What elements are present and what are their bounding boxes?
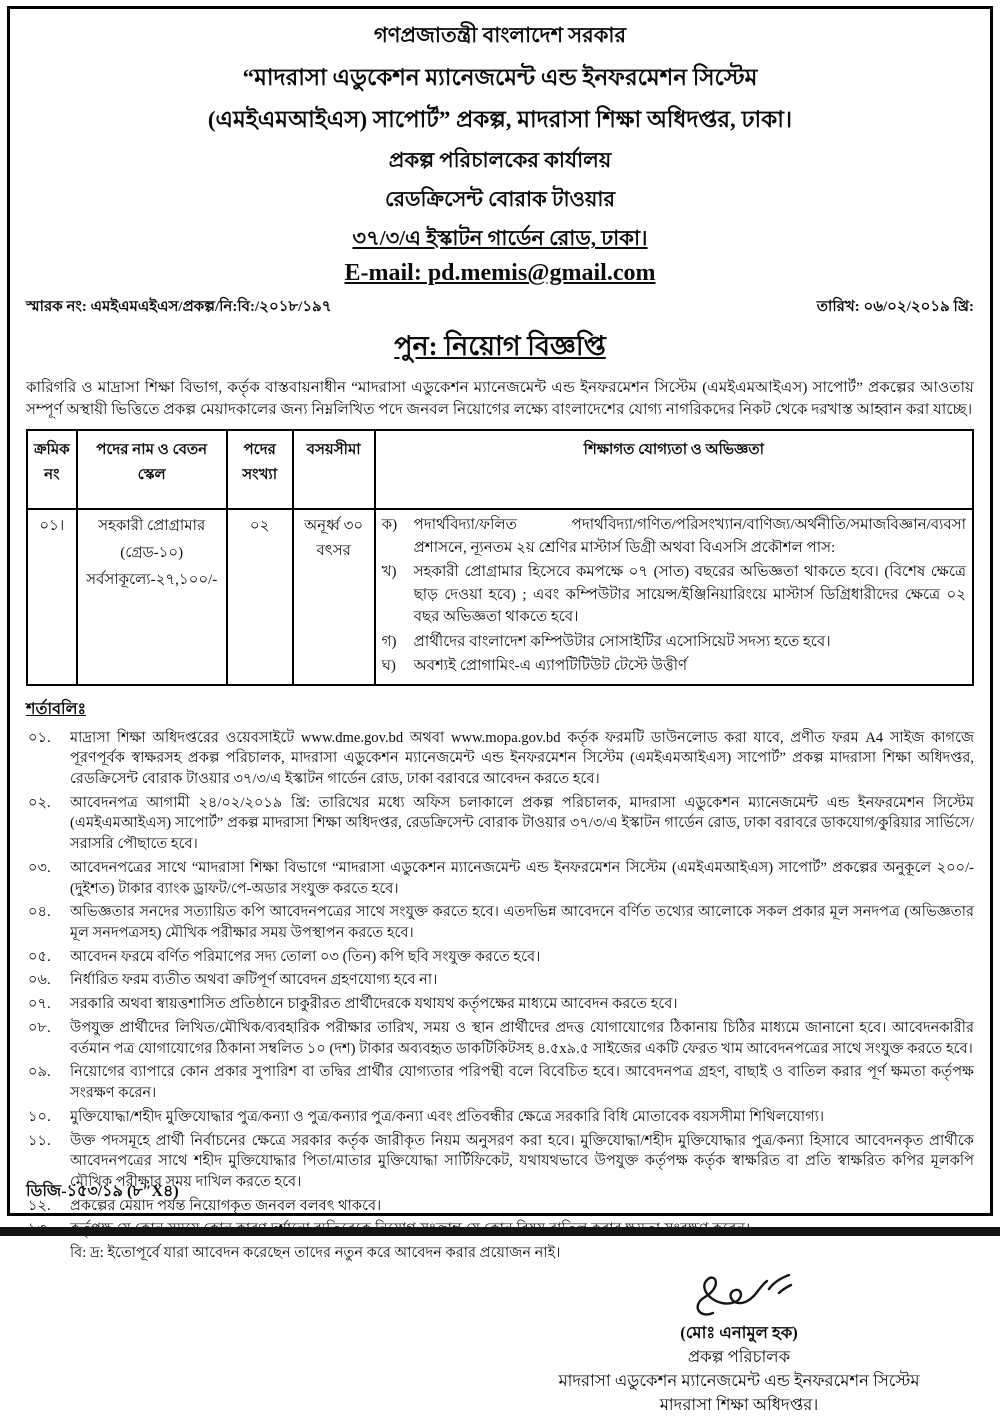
signature-block	[504, 1267, 974, 1417]
qualification-item	[382, 561, 966, 629]
post-cell	[77, 509, 227, 685]
condition-text: প্রকল্পের মেয়াদ পর্যন্ত নিয়োগকৃত জনবল বলবৎ থাকবে।	[70, 1197, 382, 1214]
qualification-text: সহকারী প্রোগ্রামার হিসেবে কমপক্ষে ০৭ (সাত) বছরের অভিজ্ঞতা থাকতে হবে। (বিশেষ ক্ষেত্রে ছাড় দেওয়া হবে) ; এবং কম্পিউটার সায়েন্স/ইঞ্জিনিয়ারিংয়ে মাস্টার্স ডিগ্রিধারীদের ক্ষেত্রে ০২ বছর অভিজ্ঞতা থাকতে হবে।	[413, 564, 966, 626]
condition-text: উক্ত পদসমূহে প্রার্থী নির্বাচনের ক্ষেত্রে সরকার কর্তৃক জারীকৃত নিয়ম অনুসরণ করা হবে। মুক্তিযোদ্ধা/শহীদ মুক্তিযোদ্ধার পুত্র/কন্যা হিসাবে আবেদনকৃত প্রার্থীকে আবেদনপত্রের সাথে শহীদ মুক্তিযোদ্ধার পিতা/মাতার মুক্তিযোদ্ধা সার্টিফিকেট, যথাযথভাবে উপযুক্ত কর্তৃপক্ষ কর্তৃক স্বাক্ষরিত বা প্রতি স্বাক্ষরিত কপির মূলকপি মৌখিক পরীক্ষার সময় দাখিল করতে হবে।	[70, 1132, 974, 1190]
project-name-line2: (এমইএমআইএস) সাপোর্ট” প্রকল্প, মাদরাসা শিক্ষা অধিদপ্তর, ঢাকা।	[207, 107, 793, 132]
col-header-age: বসয়সীমা	[293, 430, 375, 509]
memo-row	[26, 295, 974, 320]
qualification-text: প্রার্থীদের বাংলাদেশ কম্পিউটার সোসাইটির এসোসিয়েট সদস্য হতে হবে।	[413, 633, 831, 650]
condition-item	[26, 793, 974, 855]
serial-cell: ০১।	[27, 509, 77, 685]
qualification-text: পদার্থবিদ্যা/ফলিত পদার্থবিদ্যা/গণিত/পরিসংখ্যান/বাণিজ্য/অর্থনীতি/সমাজবিজ্ঞান/ব্যবসা প্রশাসনে, ন্যূনতম ২য় শ্রেণির মাস্টার্স ডিগ্রী অথবা বিএসসি প্রকৌশল পাস:	[413, 517, 966, 556]
post-grade: (গ্রেড-১০)	[120, 545, 184, 562]
memo-date: তারিখ: ০৬/০২/২০১৯ খ্রি:	[816, 299, 974, 315]
col-header-qualification: শিক্ষাগত যোগ্যতা ও অভিজ্ঞতা	[375, 430, 973, 509]
table-header-row	[27, 430, 973, 509]
qualification-item	[382, 631, 966, 654]
intro-paragraph: কারিগরি ও মাদ্রাসা শিক্ষা বিভাগ, কর্তৃক বাস্তবায়নাধীন “মাদরাসা এডুকেশন ম্যানেজমেন্ট এন্ড ইনফরমেশন সিস্টেম (এমইএমআইএস) সাপোর্ট” প্রকল্পের আওতায় সম্পূর্ণ অস্থায়ী ভিত্তিতে প্রকল্প মেয়াদকালের জন্য নিম্নলিখিত পদে জনবল নিয়োগের লক্ষ্যে বাংলাদেশের যোগ্য নাগরিকদের নিকট থেকে দরখাস্ত আহ্বান করা যাচ্ছে।	[26, 379, 974, 419]
notice-title: পুন: নিয়োগ বিজ্ঞপ্তি	[394, 331, 606, 361]
email-address: E-mail: pd.memis@gmail.com	[344, 260, 656, 286]
condition-text: মুক্তিযোদ্ধা/শহীদ মুক্তিযোদ্ধার পুত্র/কন্যা ও পুত্র/কন্যার পুত্র/কন্যা এবং প্রতিবন্ধীর ক্ষেত্রে সরকারি বিধি মোতাবেক বয়সসীমা শিথিলযোগ্য।	[70, 1108, 825, 1125]
condition-item	[26, 947, 974, 968]
qualification-text: অবশ্যই প্রোগামিং-এ এ্যাপটিটিউট টেস্টে উত্তীর্ণ	[413, 658, 688, 675]
building-name: রেডক্রিসেন্ট বোরাক টাওয়ার	[384, 187, 616, 211]
signature-handwriting	[679, 1267, 799, 1327]
table-row	[27, 509, 973, 685]
condition-text: নিয়োগের ব্যাপারে কোন প্রকার সুপারিশ বা তদ্বির প্রার্থীর যোগ্যতার পরিপন্থী বলে বিবেচিত হবে। আবেদনপত্র গ্রহণ, বাছাই ও বাতিল করার পূর্ণ ক্ষমতা কর্তৃপক্ষ সংরক্ষণ করেন।	[70, 1064, 974, 1102]
qualification-cell	[375, 509, 973, 685]
signatory-org-line1: মাদরাসা এডুকেশন ম্যানেজমেন্ট এন্ড ইনফরমেশন সিস্টেম	[558, 1370, 920, 1390]
qualification-label: গ)	[381, 633, 397, 650]
condition-number: ০২.	[28, 794, 51, 811]
condition-number: ০৭.	[28, 996, 51, 1013]
condition-item	[26, 1018, 974, 1059]
qualification-label: ক)	[381, 517, 398, 534]
condition-number: ০৬.	[28, 972, 51, 989]
condition-text: অভিজ্ঞতার সনদের সত্যায়িত কপি আবেদনপত্রের সাথে সংযুক্ত করতে হবে। এতদভিন্ন আবেদনে বর্ণিত তথ্যের আলোকে সকল প্রকার মূল সনদপত্র (অভিজ্ঞতার মূল সনদপত্রসহ) মৌখিক পরীক্ষার সময় উপস্থাপন করতে হবে।	[70, 904, 974, 942]
office-name: প্রকল্প পরিচালকের কার্যালয়	[388, 148, 612, 172]
scan-edge-bar	[0, 1227, 1000, 1236]
condition-item	[26, 1062, 974, 1103]
signatory-name: (মোঃ এনামুল হক)	[680, 1322, 798, 1342]
condition-item	[26, 994, 974, 1015]
count-cell: ০২	[227, 509, 293, 685]
document-header	[26, 19, 974, 287]
condition-text: আবেদন ফরমে বর্ণিত পরিমাপের সদ্য তোলা ০৩ (তিন) কপি ছবি সংযুক্ত করতে হবে।	[70, 948, 541, 965]
government-title: গণপ্রজাতন্ত্রী বাংলাদেশ সরকার	[373, 23, 627, 47]
post-salary: সর্বসাকূল্যে-২৭,১০০/-	[86, 572, 218, 589]
condition-note: বি: দ্র: ইতোপূর্বে যারা আবেদন করেছেন তাদের নতুন করে আবেদন করার প্রয়োজন নাই।	[70, 1245, 561, 1262]
condition-item	[26, 1107, 974, 1128]
condition-number: ০৫.	[28, 948, 51, 965]
memo-number: স্মারক নং: এমইএমএইএস/প্রকল্প/নি:বি:/২০১৮/১৯৭	[26, 299, 332, 315]
condition-number: ০৪.	[28, 904, 51, 921]
condition-item	[26, 902, 974, 943]
post-title: সহকারী প্রোগ্রামার	[98, 518, 206, 535]
condition-number: ০৮.	[28, 1019, 51, 1036]
print-reference: ডিজি-১৫৩/১৯ (৮″X৪)	[26, 1183, 179, 1200]
conditions-section-title: শর্তাবলিঃ	[26, 700, 87, 718]
qualification-label: খ)	[381, 564, 397, 581]
condition-text: নির্ধারিত ফরম ব্যতীত অথবা ক্রটিপূর্ণ আবেদন গ্রহণযোগ্য হবে না।	[70, 972, 438, 989]
col-header-count: পদের সংখ্যা	[227, 430, 293, 509]
signatory-designation: প্রকল্প পরিচালক	[687, 1346, 791, 1366]
condition-number: ০৩.	[28, 859, 51, 876]
condition-number: ০৯.	[28, 1064, 51, 1081]
condition-text: উপযুক্ত প্রার্থীদের লিখিত/মৌখিক/ব্যবহারিক পরীক্ষার তারিখ, সময় ও স্থান প্রার্থীদের প্রদত্ত যোগাযোগের ঠিকানায় চিঠির মাধ্যমে জানানো হবে। আবেদনকারীর বর্তমান পত্র যোগাযোগের ঠিকানা সম্বলিত ১০ (দশ) টাকার অব্যবহৃত ডাকটিকিটসহ ৪.৫x৯.৫ সাইজের একটি ফেরত খাম আবেদনপত্রের সাথে সংযুক্ত করতে হবে।	[70, 1019, 974, 1057]
condition-number: ১১.	[28, 1132, 51, 1149]
qualification-item	[382, 655, 966, 678]
condition-number: ১২.	[28, 1197, 51, 1214]
condition-text: মাদ্রাসা শিক্ষা অধিদপ্তরের ওয়েবসাইটে www.dme.gov.bd অথবা www.mopa.gov.bd কর্তৃক ফরমটি ডাউনলোড করা যাবে, প্রণীত ফরম A4 সাইজ কাগজে পূরণপূর্বক স্বাক্ষরসহ প্রকল্প পরিচালক, মাদরাসা এডুকেশন ম্যানেজমেন্ট এন্ড ইনফরমেশন সিস্টেম (এমইএমআইএস) সাপোর্ট” প্রকল্প মাদরাসা শিক্ষা অধিদপ্তর, রেডক্রিসেন্ট বোরাক টাওয়ার ৩৭/৩/এ ইস্কাটন গার্ডেন রোড, ঢাকা বরাবরে আবেদন করতে হবে।	[70, 729, 974, 787]
condition-item	[26, 728, 974, 790]
condition-text: আবেদনপত্রের সাথে “মাদরাসা শিক্ষা বিভাগে “মাদরাসা এডুকেশন ম্যানেজমেন্ট এন্ড ইনফরমেশন সিস্টেম (এমইএমআইএস) সাপোর্ট” প্রকল্পের অনুকূলে ২০০/- (দুইশত) টাকার ব্যাংক ড্রাফট/পে-অডার সংযুক্ত করতে হবে।	[70, 859, 974, 897]
qualification-label: ঘ)	[381, 658, 396, 675]
col-header-serial: ক্রমিক নং	[27, 430, 77, 509]
qualification-item	[382, 514, 966, 559]
recruitment-table	[26, 429, 974, 686]
document-frame	[7, 6, 993, 1414]
signatory-org-line2: মাদরাসা শিক্ষা অধিদপ্তর।	[659, 1394, 819, 1414]
project-name-line1: “মাদরাসা এডুকেশন ম্যানেজমেন্ট এন্ড ইনফরমেশন সিস্টেম	[242, 65, 758, 90]
condition-item	[26, 970, 974, 991]
condition-number: ১০.	[28, 1108, 51, 1125]
condition-text: আবেদনপত্র আগামী ২৪/০২/২০১৯ খ্রি: তারিখের মধ্যে অফিস চলাকালে প্রকল্প পরিচালক, মাদরাসা এডুকেশন ম্যানেজমেন্ট এন্ড ইনফরমেশন সিস্টেম (এমইএমআইএস) সাপোর্ট” প্রকল্প মাদরাসা শিক্ষা অধিদপ্তর, রেডক্রিসেন্ট বোরাক টাওয়ার ৩৭/৩/এ ইস্কাটন গার্ডেন রোড, ঢাকা বরাবরে ডাকযোগ/কুরিয়ার সার্ভিসে/সরাসরি পৌছাতে হবে।	[70, 794, 974, 853]
condition-text: সরকারি অথবা স্বায়ত্তশাসিত প্রতিষ্ঠানে চাকুরীরত প্রার্থীদেরকে যথাযথ কর্তৃপক্ষের মাধ্যমে আবেদন করতে হবে।	[70, 996, 678, 1013]
col-header-post: পদের নাম ও বেতন স্কেল	[77, 430, 227, 509]
condition-item	[26, 858, 974, 899]
street-address: ৩৭/৩/এ ইস্কাটন গার্ডেন রোড, ঢাকা।	[352, 226, 648, 250]
condition-number: ০১.	[28, 729, 51, 746]
age-cell: অনূর্ধ্ব ৩০ বৎসর	[293, 509, 375, 685]
